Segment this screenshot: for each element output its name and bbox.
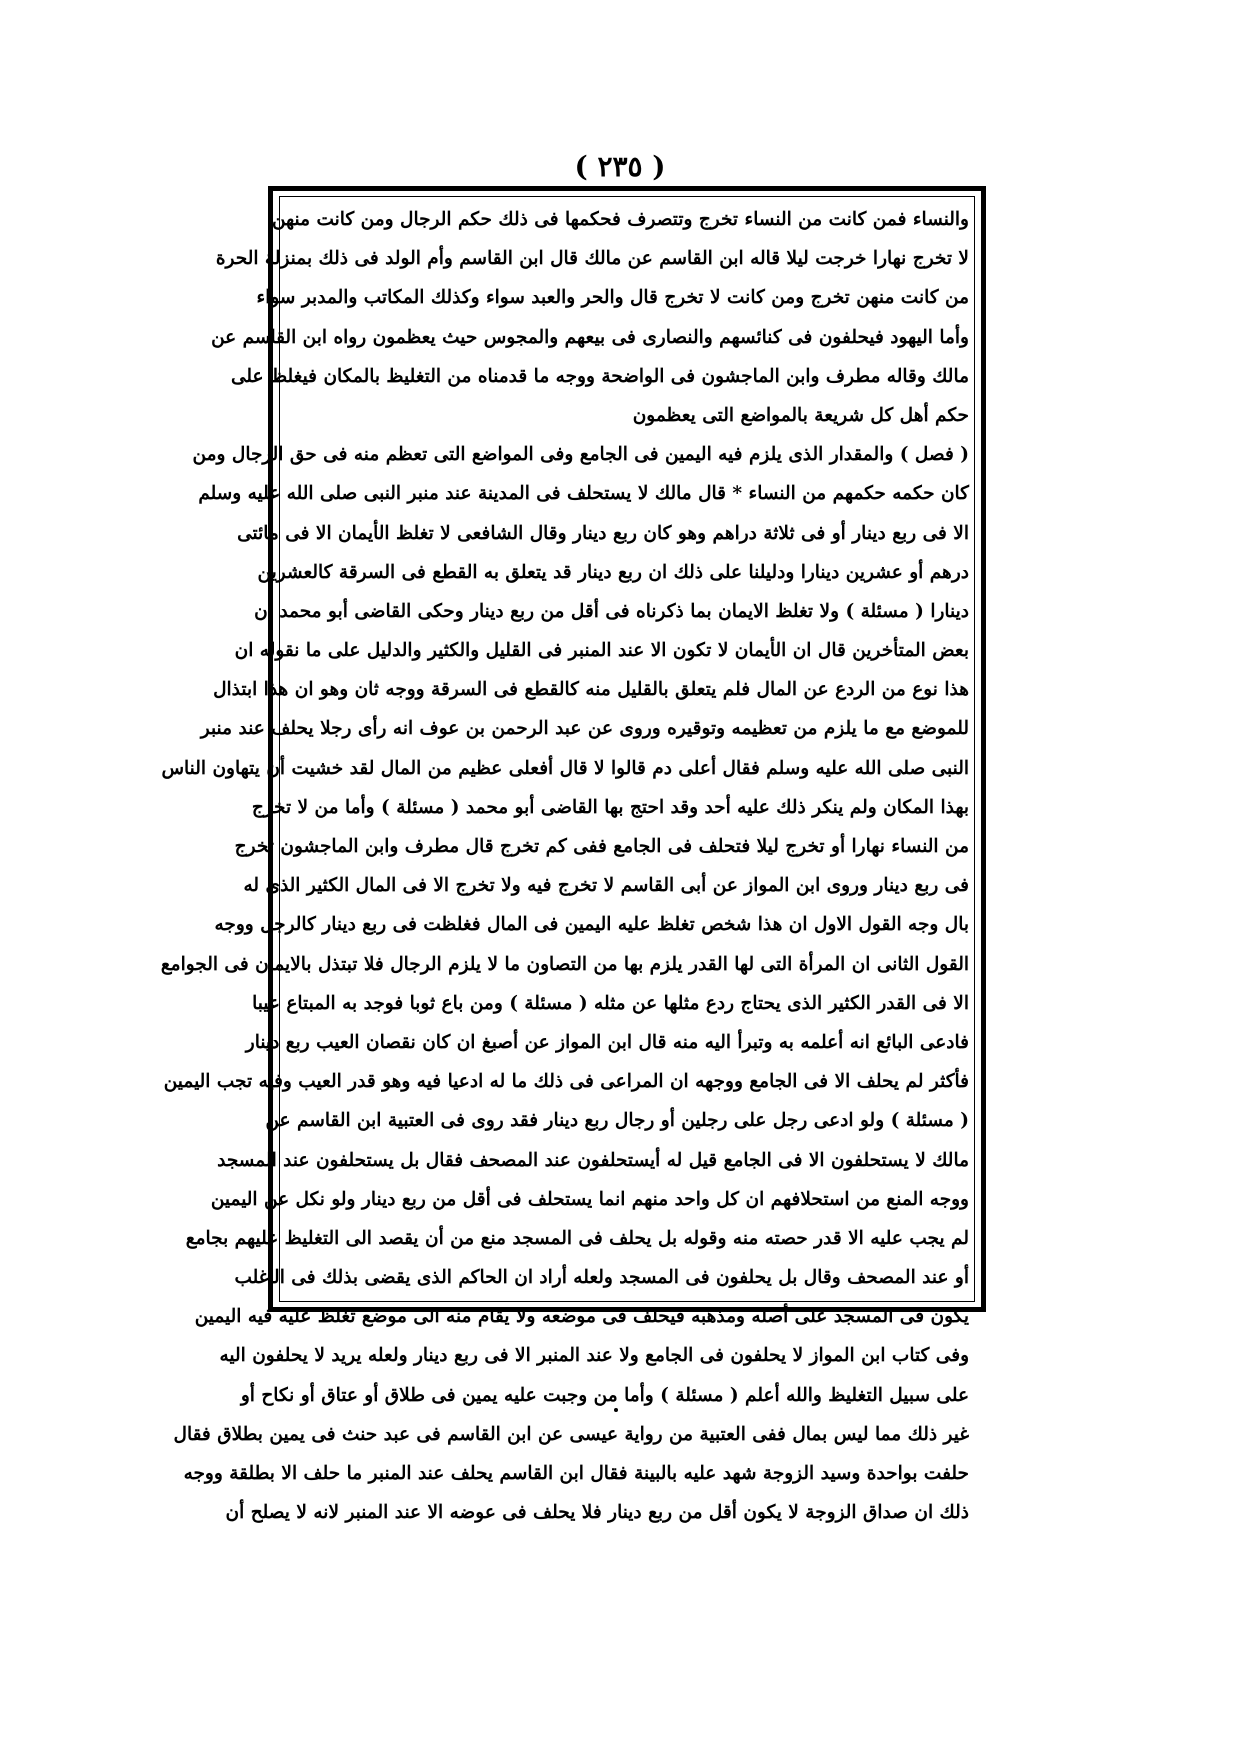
text-line: فأكثر لم يحلف الا فى الجامع ووجهه ان المراعى فى ذلك ما له ادعيا فيه وهو قدر العيب وفيه تجب اليمين	[163, 1071, 969, 1093]
text-line: دينارا ( مسئلة ) ولا تغلظ الايمان بما ذكرناه فى أقل من ربع دينار وحكى القاضى أبو محمد ان	[254, 600, 969, 622]
text-line: مالك وقاله مطرف وابن الماجشون فى الواضحة ووجه ما قدمناه من التغليظ بالمكان فيغلظ على	[230, 365, 969, 387]
text-line: من النساء نهارا أو تخرج ليلا فتحلف فى الجامع ففى كم تخرج قال مطرف وابن الماجشون تخرج	[234, 836, 969, 857]
text-line: بهذا المكان ولم ينكر ذلك عليه أحد وقد احتج بها القاضى أبو محمد ( مسئلة ) وأما من لا تخرج	[251, 796, 969, 818]
text-line: والنساء فمن كانت من النساء تخرج وتتصرف فحكمها فى ذلك حكم الرجال ومن كانت منهن	[271, 209, 969, 230]
text-line: وأما اليهود فيحلفون فى كنائسهم والنصارى فى بيعهم والمجوس حيث يعظمون رواه ابن القاسم عن	[211, 326, 969, 348]
text-line: القول الثانى ان المرأة التى لها القدر يلزم بها من التصاون ما لا يلزم الرجال فلا تبتذل بالايمان فى الجوامع	[160, 953, 969, 975]
text-line: ( فصل ) والمقدار الذى يلزم فيه اليمين فى الجامع وفى المواضع التى تعظم منه فى حق الرجال ومن	[192, 444, 969, 466]
text-line: من كانت منهن تخرج ومن كانت لا تخرج قال والحر والعبد سواء وكذلك المكاتب والمدبر سواء	[256, 287, 969, 309]
text-line: وفى كتاب ابن المواز لا يحلفون فى الجامع ولا عند المنبر الا فى ربع دينار ولعله يريد لا يحلفون اليه	[219, 1345, 969, 1367]
text-line: لم يجب عليه الا قدر حصته منه وقوله بل يحلف فى المسجد منع من أن يقصد الى التغليظ عليهم بجامع	[185, 1227, 969, 1249]
page-number: ( ٢٣٥ )	[574, 150, 666, 183]
text-line: النبى صلى الله عليه وسلم فقال أعلى دم قالوا لا قال أفعلى عظيم من المال لقد خشيت أن يتهاون الناس	[161, 757, 969, 779]
text-line: الا فى ربع دينار أو فى ثلاثة دراهم وهو كان ربع دينار وقال الشافعى لا تغلظ الأيمان الا فى مائتى	[237, 522, 969, 544]
text-line: ذلك ان صداق الزوجة لا يكون أقل من ربع دينار فلا يحلف فى عوضه الا عند المنبر لانه لا يصلح أن	[225, 1502, 969, 1524]
text-line: كان حكمه حكمهم من النساء * قال مالك لا يستحلف فى المدينة عند منبر النبى صلى الله عليه وسلم	[198, 483, 969, 505]
text-line: على سبيل التغليظ والله أعلم ( مسئلة ) وأما من وجبت عليه يمين فى طلاق أو عتاق أو نكاح أو	[240, 1384, 969, 1406]
body-text	[160, 200, 969, 1524]
text-line: ( مسئلة ) ولو ادعى رجل على رجلين أو رجال ربع دينار فقد روى فى العتبية ابن القاسم عن	[265, 1110, 969, 1132]
text-line: هذا نوع من الردع عن المال فلم يتعلق بالقليل منه كالقطع فى السرقة ووجه ثان وهو ان هذا ابتذال	[213, 679, 969, 701]
text-line: فى ربع دينار وروى ابن المواز عن أبى القاسم لا تخرج فيه ولا تخرج الا فى المال الكثير الذى له	[243, 875, 969, 897]
text-line: مالك لا يستحلفون الا فى الجامع قيل له أيستحلفون عند المصحف فقال بل يستحلفون عند المسجد	[217, 1149, 969, 1171]
text-line: ووجه المنع من استحلافهم ان كل واحد منهم انما يستحلف فى أقل من ربع دينار ولو نكل عن اليمين	[210, 1188, 969, 1210]
text-line: الا فى القدر الكثير الذى يحتاج ردع مثلها عن مثله ( مسئلة ) ومن باع ثوبا فوجد به المبتاع عيبا	[252, 992, 969, 1014]
stray-mark	[614, 1408, 618, 1412]
text-line: غير ذلك مما ليس بمال ففى العتبية من رواية عيسى عن ابن القاسم فى عبد حنث فى يمين بطلاق فقال	[173, 1423, 969, 1445]
text-line: فادعى البائع انه أعلمه به وتبرأ اليه منه قال ابن المواز عن أصبغ ان كان نقصان العيب ربع دينار	[245, 1031, 969, 1053]
text-line: درهم أو عشرين دينارا ودليلنا على ذلك ان ربع دينار قد يتعلق به القطع فى السرقة كالعشرين	[257, 561, 969, 583]
text-line: حلفت بواحدة وسيد الزوجة شهد عليه بالبينة فقال ابن القاسم يحلف عند المنبر ما حلف الا بطلقة ووجه	[183, 1463, 969, 1484]
text-line: حكم أهل كل شريعة بالمواضع التى يعظمون	[632, 404, 969, 426]
text-line: يكون فى المسجد على أصله ومذهبه فيحلف فى موضعه ولا يقام منه الى موضع تغلظ عليه فيه اليمين	[194, 1306, 969, 1328]
text-line: أو عند المصحف وقال بل يحلفون فى المسجد ولعله أراد ان الحاكم الذى يقضى بذلك فى الأغلب	[234, 1267, 969, 1289]
text-line: بعض المتأخرين قال ان الأيمان لا تكون الا عند المنبر فى القليل والكثير والدليل على ما نقوله ان	[234, 640, 969, 662]
text-line: للموضع مع ما يلزم من تعظيمه وتوقيره وروى عن عبد الرحمن بن عوف انه رأى رجلا يحلف عند منبر	[200, 718, 969, 740]
text-line: بال وجه القول الاول ان هذا شخص تغلظ عليه اليمين فى المال فغلظت فى ربع دينار كالرجل ووجه	[214, 914, 969, 936]
text-line: لا تخرج نهارا خرجت ليلا قاله ابن القاسم عن مالك قال ابن القاسم وأم الولد فى ذلك بمنزلة الحرة	[215, 248, 969, 270]
